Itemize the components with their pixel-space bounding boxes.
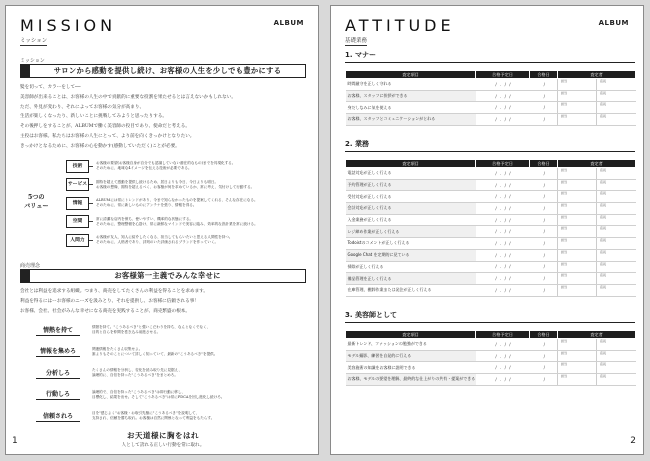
evaluation-item: 最新トレンド、ファッションの勉強ができる — [346, 339, 476, 351]
philosophy-text — [20, 287, 310, 316]
signer-manager-field[interactable]: 店長 — [597, 284, 636, 296]
pass-date-field[interactable]: / — [530, 261, 558, 273]
section-heading: 3. 美容師として — [345, 310, 635, 323]
planned-date-field[interactable]: / . / / — [476, 374, 530, 386]
signer-staff-field[interactable]: 担当 — [558, 203, 597, 215]
evaluation-table — [345, 70, 636, 126]
planned-date-field[interactable]: / . / / — [476, 226, 530, 238]
text-line: 支持され、信頼を勝ち取れ。お客様は自然に関係となって利益をもたらす。 — [92, 416, 215, 420]
pass-date-field[interactable]: / — [530, 273, 558, 285]
evaluation-item: 受付対応が正しく行える — [346, 191, 476, 203]
column-header: 査定項目 — [346, 160, 476, 168]
planned-date-field[interactable]: / . / / — [476, 249, 530, 261]
table-row — [346, 114, 636, 126]
table-row — [346, 273, 636, 285]
signer-staff-field[interactable]: 担当 — [558, 339, 597, 351]
value-label: 人間力 — [66, 234, 89, 247]
text-line: たくさんの情報を分析し、変化を読み取り先に見据え、 — [92, 368, 183, 372]
value-row — [66, 232, 312, 248]
column-header: 合格日 — [530, 331, 558, 339]
signer-staff-field[interactable]: 担当 — [558, 362, 597, 374]
pass-date-field[interactable]: / — [530, 168, 558, 180]
attitude-page — [330, 5, 644, 455]
evaluation-item: お客様、モデルの要望を理解、最終的な仕上がりの共有・提案ができる — [346, 374, 476, 386]
mindset-row — [36, 386, 308, 404]
signer-manager-field[interactable]: 店長 — [597, 362, 636, 374]
pass-date-field[interactable]: / — [530, 114, 558, 126]
text-line: 利益を得るにはーお客様のニーズを汲みとり、それを提供し、お客様に信頼される事！ — [20, 298, 199, 304]
pass-date-field[interactable]: / — [530, 249, 558, 261]
column-header: 合格日 — [530, 160, 558, 168]
text-line: 誰よりもそのことについて詳しく知っていて、最新の"こうあるべき"を提供。 — [92, 351, 218, 356]
pass-date-field[interactable]: / — [530, 214, 558, 226]
planned-date-field[interactable]: / . / / — [476, 90, 530, 102]
table-row — [346, 339, 636, 351]
planned-date-field[interactable]: / . / / — [476, 350, 530, 362]
mindset-row — [36, 407, 308, 425]
evaluation-item: モデル撮影、練習を自発的に行える — [346, 350, 476, 362]
philosophy-banner: お客様第一主義でみんな幸せに — [20, 269, 306, 283]
signer-manager-field[interactable]: 店長 — [597, 261, 636, 273]
mission-banner: サロンから感動を提供し続け、お客様の人生を少しでも豊かにする — [20, 64, 306, 78]
text-line: 髪を切って、カラーをして── — [20, 85, 81, 90]
column-header: 査定者 — [558, 331, 636, 339]
value-row — [66, 177, 312, 193]
signer-manager-field[interactable]: 店長 — [597, 374, 636, 386]
mindset-description — [80, 411, 214, 421]
table-row — [346, 191, 636, 203]
planned-date-field[interactable]: / . / / — [476, 284, 530, 296]
planned-date-field[interactable]: / . / / — [476, 362, 530, 374]
table-row — [346, 261, 636, 273]
section-heading: 2. 業務 — [345, 139, 635, 152]
page-number: 1 — [12, 436, 18, 446]
text-line: 情熱を持て。"こうあるべき"と強いこだわりを持ち、なんとなくでなく、 — [92, 325, 211, 329]
text-line: 美容師が出来ることは、お客様の人生の中で貢献的に重要な役割を果たせるとは言えないかもしれない。 — [20, 94, 236, 100]
pass-date-field[interactable]: / — [530, 90, 558, 102]
planned-date-field[interactable]: / . / / — [476, 168, 530, 180]
value-description — [93, 180, 254, 190]
evaluation-item: 電話対応が正しく行える — [346, 168, 476, 180]
mindset-row — [36, 321, 308, 339]
signer-staff-field[interactable]: 担当 — [558, 284, 597, 296]
signer-staff-field[interactable]: 担当 — [558, 350, 597, 362]
page-title: ATTITUDE — [345, 16, 455, 35]
mindset-description — [80, 347, 217, 357]
pass-date-field[interactable]: / — [530, 362, 558, 374]
evaluation-item: 会計対応が正しく行える — [346, 203, 476, 215]
signer-staff-field[interactable]: 担当 — [558, 374, 597, 386]
table-row — [346, 284, 636, 296]
page-subtitle: ミッション — [20, 38, 48, 44]
evaluation-item: 予約管理が正しく行える — [346, 179, 476, 191]
signer-staff-field[interactable]: 担当 — [558, 114, 597, 126]
album-logo: ALBUM — [598, 19, 629, 27]
text-line: ALBUMには常にトレンドがあり、今まで知らなかったものを提案してくれる、そんな存在になる。 — [96, 198, 258, 202]
table-row — [346, 214, 636, 226]
pass-date-field[interactable]: / — [530, 179, 558, 191]
value-label: 空間 — [66, 215, 89, 228]
mindset-description — [80, 368, 182, 378]
text-line: ただ、外見が変わり、それによってお客様の気分が高まり、 — [20, 104, 145, 110]
value-row — [66, 195, 312, 211]
mission-text — [20, 83, 310, 152]
album-logo: ALBUM — [273, 19, 304, 27]
table-row — [346, 102, 636, 114]
mindset-label: 情熱を持て — [36, 325, 80, 336]
value-description — [93, 217, 258, 227]
pass-date-field[interactable]: / — [530, 350, 558, 362]
signer-staff-field[interactable]: 担当 — [558, 102, 597, 114]
table-row — [346, 362, 636, 374]
text-line: そのために、地味な4イメージを伝える技術が必要である。 — [96, 166, 192, 170]
signer-manager-field[interactable]: 店長 — [597, 249, 636, 261]
philosophy-label: 商売理念 — [20, 263, 41, 269]
mindset-label: 分析しろ — [36, 368, 80, 379]
section-heading: 1. マナー — [345, 50, 635, 63]
signer-staff-field[interactable]: 担当 — [558, 90, 597, 102]
column-header: 合格予定日 — [476, 160, 530, 168]
evaluation-table — [345, 159, 636, 297]
mindset-row — [36, 364, 308, 382]
pass-date-field[interactable]: / — [530, 238, 558, 250]
footer-subtext: 人として誇れる正しい行動を常に取れ。 — [121, 443, 205, 448]
text-line: そのために、常に新しいものにアンテナを張り、情報を得る。 — [96, 203, 197, 207]
table-row — [346, 226, 636, 238]
planned-date-field[interactable]: / . / / — [476, 191, 530, 203]
table-row — [346, 90, 636, 102]
planned-date-field[interactable]: / . / / — [476, 102, 530, 114]
signer-staff-field[interactable]: 担当 — [558, 261, 597, 273]
text-line: 目を"感じよく"お客様・お取引先様に"こうあるべき"を説明して、 — [92, 411, 200, 415]
signer-manager-field[interactable]: 店長 — [597, 226, 636, 238]
text-line: お客様の要望(お客様自身が自分でも認識していない潜在的なもの)までを具現化する。 — [96, 161, 236, 165]
evaluation-item: 掃除が正しく行える — [346, 261, 476, 273]
text-line: 目標化し、結果を出せ。そして"こうあるべき"は常にPDCAを回し進化し続けろ。 — [92, 394, 225, 399]
mission-page — [5, 5, 319, 455]
planned-date-field[interactable]: / . / / — [476, 214, 530, 226]
table-row — [346, 374, 636, 386]
table-row — [346, 350, 636, 362]
text-line: 常に清潔な店内を保ち、使いやすい、機率的な状態にする。 — [96, 216, 194, 221]
evaluation-item: お客様、スタッフに挨拶ができる — [346, 90, 476, 102]
evaluation-item: 入金業務が正しく行える — [346, 214, 476, 226]
value-row — [66, 158, 312, 174]
mindset-label: 信頼されろ — [36, 411, 80, 422]
text-line: 目的と自らを仲間を巻き込み前進させる。 — [92, 330, 161, 334]
signer-manager-field[interactable]: 店長 — [597, 214, 636, 226]
pass-date-field[interactable]: / — [530, 191, 558, 203]
evaluation-item: Todoistのコメントが正しく行える — [346, 238, 476, 250]
signer-manager-field[interactable]: 店長 — [597, 191, 636, 203]
planned-date-field[interactable]: / . / / — [476, 238, 530, 250]
value-label: サービス — [66, 178, 89, 191]
signer-staff-field[interactable]: 担当 — [558, 179, 597, 191]
value-description — [93, 235, 232, 245]
signer-staff-field[interactable]: 担当 — [558, 249, 597, 261]
text-line: 生活が楽しくなったり、新しいことに挑戦してみようと思ったりする。 — [20, 114, 168, 120]
mindset-label: 行動しろ — [36, 389, 80, 400]
mindset-row — [36, 343, 308, 361]
signer-staff-field[interactable]: 担当 — [558, 238, 597, 250]
value-description — [93, 161, 235, 171]
value-label: 情報 — [66, 197, 89, 210]
table-row — [346, 249, 636, 261]
planned-date-field[interactable]: / . / / — [476, 79, 530, 91]
planned-date-field[interactable]: / . / / — [476, 114, 530, 126]
signer-manager-field[interactable]: 店長 — [597, 79, 636, 91]
evaluation-item: 身だしなみに気を使える — [346, 102, 476, 114]
text-line: お客様が友人、知人に紹介したくなる、担当してもらいたいと思える人間性を持つ。 — [96, 235, 233, 239]
column-header: 合格予定日 — [476, 71, 530, 79]
table-row — [346, 238, 636, 250]
pass-date-field[interactable]: / — [530, 79, 558, 91]
table-row — [346, 168, 636, 180]
signer-manager-field[interactable]: 店長 — [597, 273, 636, 285]
evaluation-item: 時間厳守を正しく守れる — [346, 79, 476, 91]
signer-staff-field[interactable]: 担当 — [558, 79, 597, 91]
signer-manager-field[interactable]: 店長 — [597, 238, 636, 250]
signer-manager-field[interactable]: 店長 — [597, 203, 636, 215]
pass-date-field[interactable]: / — [530, 284, 558, 296]
evaluation-item: 美容施術の知識をお客様に説明できる — [346, 362, 476, 374]
column-header: 査定者 — [558, 160, 636, 168]
evaluation-item: お客様、スタッフとコミュニケーションがとれる — [346, 114, 476, 126]
text-line: お客様の想像、期待を超えるべく、お客様が何を求めているか、常に考え、気付けして行動する。 — [96, 184, 255, 189]
signer-manager-field[interactable]: 店長 — [597, 179, 636, 191]
text-line: きっかけとなるために、お客様の心を動かす(感動していただく)ことが必要。 — [20, 143, 180, 149]
signer-manager-field[interactable]: 店長 — [597, 339, 636, 351]
text-line: そのために、人格者であり、評判のいた評価されるブランドを作っていく。 — [96, 240, 219, 244]
planned-date-field[interactable]: / . / / — [476, 261, 530, 273]
column-header: 査定項目 — [346, 71, 476, 79]
text-line: 論理的に、自信を持った"こうあるべき"をまとめろ。 — [92, 373, 178, 377]
signer-staff-field[interactable]: 担当 — [558, 214, 597, 226]
mission-label: ミッション — [20, 58, 45, 64]
value-row — [66, 214, 312, 230]
text-line: そのために、整理整頓を心掛け、常に新鮮なマインドで美容に臨み、効率的な設計業を常に続ける。 — [96, 221, 258, 226]
values-title: 5つの バリュー — [24, 194, 49, 210]
evaluation-table — [345, 330, 636, 386]
table-row — [346, 203, 636, 215]
signer-manager-field[interactable]: 店長 — [597, 90, 636, 102]
pass-date-field[interactable]: / — [530, 374, 558, 386]
signer-staff-field[interactable]: 担当 — [558, 226, 597, 238]
mindset-description — [80, 325, 210, 335]
signer-staff-field[interactable]: 担当 — [558, 273, 597, 285]
mindset-description — [80, 390, 224, 400]
signer-manager-field[interactable]: 店長 — [597, 114, 636, 126]
signer-manager-field[interactable]: 店長 — [597, 350, 636, 362]
text-line: その後押しをすることが、ALBUMで働く美容師の役目であり、使命だと考える。 — [20, 124, 190, 130]
text-line: 主役はお客様。私たちはお客様の人生にとって、より前を向くきっかけとなりたい。 — [20, 133, 195, 139]
column-header: 合格日 — [530, 71, 558, 79]
signer-staff-field[interactable]: 担当 — [558, 191, 597, 203]
text-line: 論理的で、自信を持った"こうあるべき"は即行動に移し、 — [92, 389, 186, 394]
page-subtitle: 基礎業務 — [345, 38, 368, 44]
planned-date-field[interactable]: / . / / — [476, 339, 530, 351]
planned-date-field[interactable]: / . / / — [476, 179, 530, 191]
evaluation-item: 在庫管理、棚卸作業または発注が正しく行える — [346, 284, 476, 296]
pass-date-field[interactable]: / — [530, 226, 558, 238]
value-label: 技術 — [66, 160, 89, 173]
column-header: 査定者 — [558, 71, 636, 79]
signer-manager-field[interactable]: 店長 — [597, 102, 636, 114]
text-line: 期待を超えて感動を提供し続けるため、居日よりも今日、今日よりも明日。 — [96, 179, 219, 184]
pass-date-field[interactable]: / — [530, 102, 558, 114]
text-line: 会社とは利益を追求する組織。つまり、商売をしてたくさんの利益を得ることを求めます。 — [20, 289, 208, 294]
signer-manager-field[interactable]: 店長 — [597, 168, 636, 180]
table-row — [346, 179, 636, 191]
planned-date-field[interactable]: / . / / — [476, 203, 530, 215]
text-line: 関連情報をたくさん収集せよ。 — [92, 346, 143, 351]
column-header: 合格予定日 — [476, 331, 530, 339]
signer-staff-field[interactable]: 担当 — [558, 168, 597, 180]
column-header: 査定項目 — [346, 331, 476, 339]
evaluation-item: 備品管理を正しく行える — [346, 273, 476, 285]
evaluation-item: Google Chat を定期的に見ている — [346, 249, 476, 261]
footer-heading: お天道様に胸をはれ — [127, 431, 199, 440]
evaluation-item: レジ締め作業が正しく行える — [346, 226, 476, 238]
pass-date-field[interactable]: / — [530, 203, 558, 215]
page-number: 2 — [630, 436, 636, 446]
text-line: お客様、会社、社会がみんな幸せになる商売を実践することが、商売繁盛の根本。 — [20, 308, 190, 314]
pass-date-field[interactable]: / — [530, 339, 558, 351]
planned-date-field[interactable]: / . / / — [476, 273, 530, 285]
table-row — [346, 79, 636, 91]
mindset-label: 情報を集めろ — [36, 346, 80, 357]
value-description — [93, 198, 258, 208]
page-title: MISSION — [20, 16, 117, 35]
